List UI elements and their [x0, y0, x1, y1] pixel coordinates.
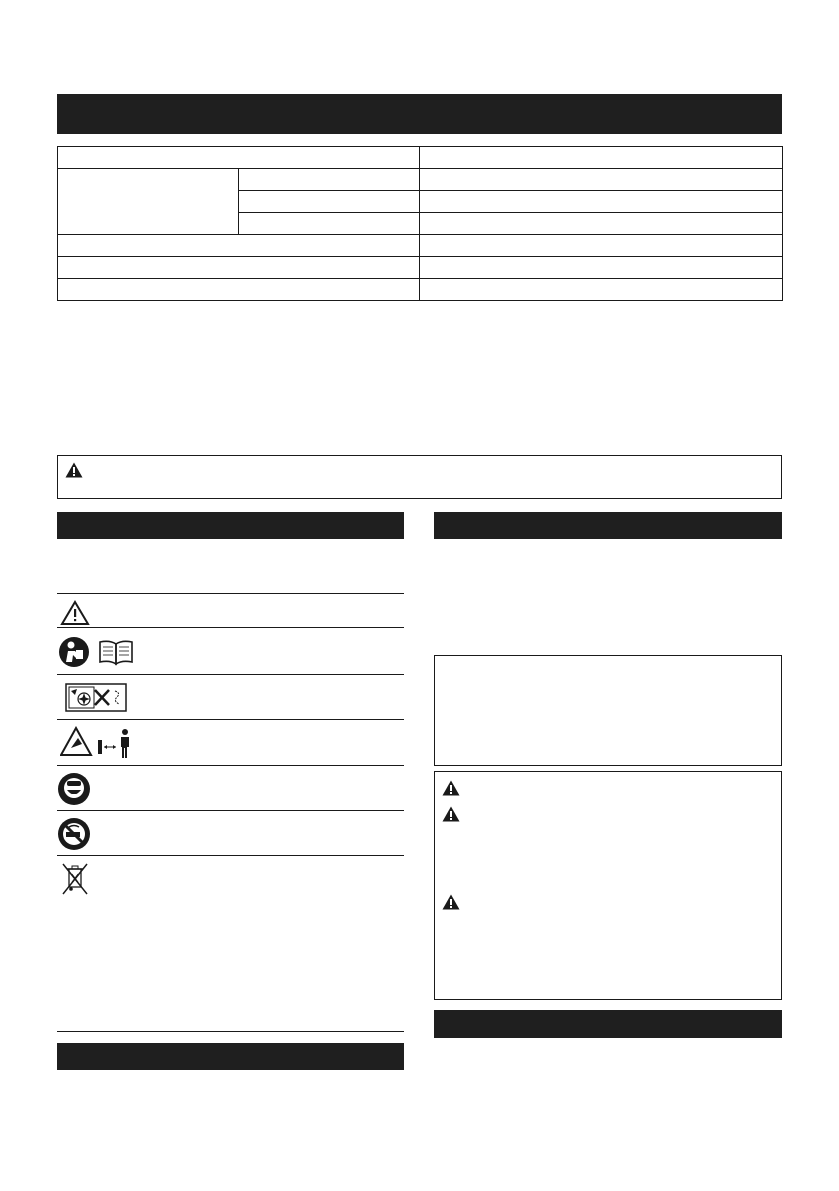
- title-banner: [57, 94, 782, 134]
- no-smoking-icon: [57, 817, 91, 851]
- table-cell-value: [420, 191, 783, 213]
- warning-triangle-icon: [65, 462, 83, 478]
- table-cell-value: [420, 279, 783, 301]
- table-cell-label: [58, 257, 420, 279]
- table-cell-value: [420, 257, 783, 279]
- crossed-bin-icon: [61, 862, 89, 896]
- symbol-divider: [57, 765, 404, 766]
- read-manual-icon: [58, 636, 138, 668]
- table-row: [58, 169, 783, 191]
- warning-box: [57, 455, 782, 499]
- left-footer-header: [57, 1043, 404, 1070]
- table-cell-value: [420, 169, 783, 191]
- symbol-divider: [57, 810, 404, 811]
- keep-distance-icon: [60, 726, 136, 760]
- table-cell-sublabel: [239, 213, 420, 235]
- left-section-header: [57, 512, 404, 539]
- table-cell-label: [58, 169, 239, 235]
- table-cell-label: [58, 147, 420, 169]
- symbol-divider: [57, 627, 404, 628]
- table-row: [58, 235, 783, 257]
- specification-table: [57, 146, 783, 301]
- table-cell-sublabel: [239, 169, 420, 191]
- table-cell-value: [420, 235, 783, 257]
- symbol-divider: [57, 719, 404, 720]
- warning-triangle-icon: [442, 894, 460, 910]
- caution-triangle-icon: [60, 600, 90, 626]
- table-row: [58, 147, 783, 169]
- right-section-header: [434, 512, 782, 539]
- warning-triangle-icon: [442, 780, 460, 796]
- table-cell-label: [58, 235, 420, 257]
- rotating-fan-caution-icon: [65, 683, 127, 712]
- notice-box: [434, 655, 782, 766]
- table-row: [58, 257, 783, 279]
- warning-triangle-icon: [442, 806, 460, 822]
- wear-mask-icon: [57, 772, 91, 806]
- table-row: [58, 279, 783, 301]
- symbol-table-top-rule: [57, 593, 404, 594]
- symbol-table-bottom-rule: [57, 1031, 404, 1032]
- table-cell-sublabel: [239, 191, 420, 213]
- symbol-divider: [57, 674, 404, 675]
- safety-warning-box: [434, 771, 782, 1000]
- table-cell-value: [420, 213, 783, 235]
- table-cell-value: [420, 147, 783, 169]
- symbol-divider: [57, 855, 404, 856]
- table-cell-label: [58, 279, 420, 301]
- right-footer-header: [434, 1010, 782, 1038]
